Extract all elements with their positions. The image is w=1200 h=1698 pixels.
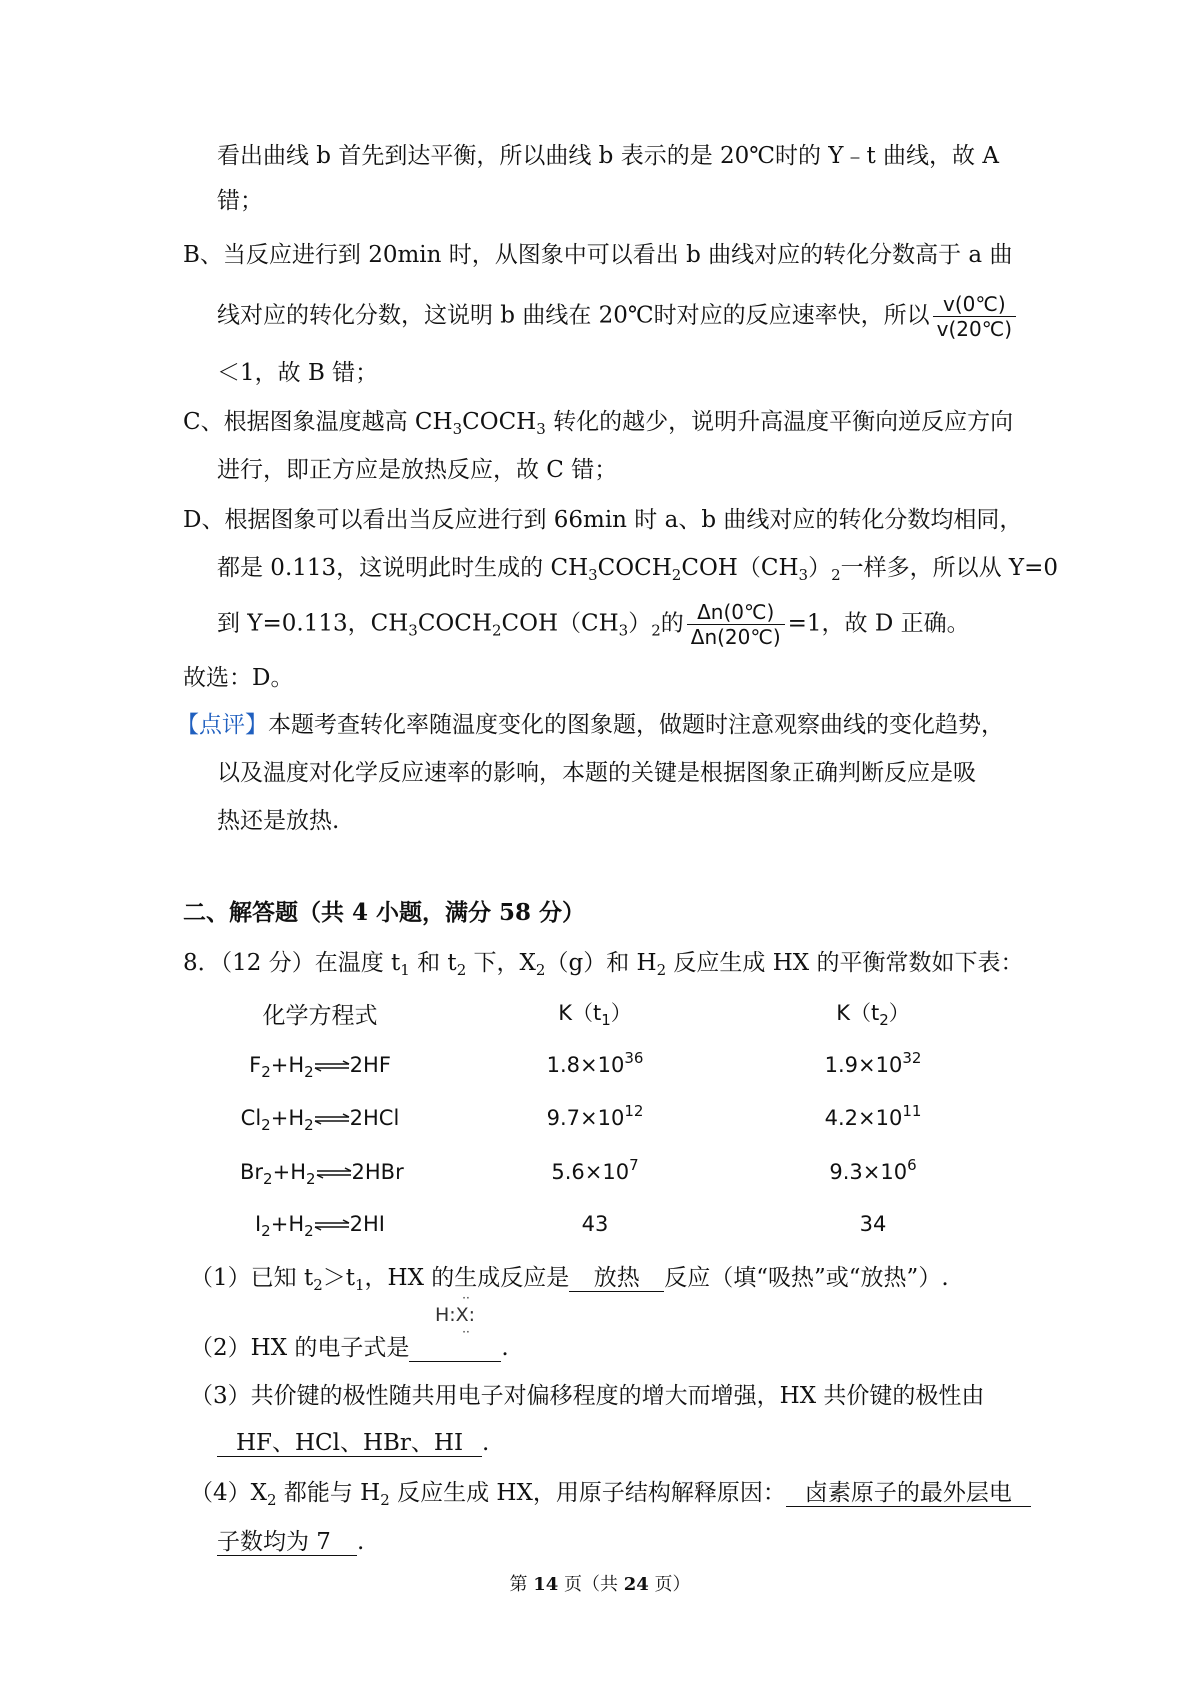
q8-part-4-text: 都能与 H: [276, 1480, 381, 1506]
halogen: Cl: [240, 1106, 262, 1130]
plus-h: +H: [272, 1160, 306, 1184]
para-c-text-c: 转化的越少，说明升高温度平衡向逆反应方向: [545, 409, 1014, 435]
para-b-text: 线对应的转化分数，这说明 b 曲线在 20℃时对应的反应速率快，所以: [217, 302, 930, 329]
review-line-3: 热还是放热.: [217, 808, 340, 834]
product: 2HCl: [349, 1106, 400, 1130]
plus-h: +H: [270, 1212, 305, 1236]
product: 2HI: [349, 1212, 386, 1236]
q8-part-4-line-2: [217, 1527, 364, 1557]
hx-lewis-structure: [420, 1293, 490, 1337]
lewis-dots-bottom: ··: [462, 1325, 470, 1339]
para-d-text: 的: [660, 610, 684, 637]
sub-2: 2: [267, 1491, 277, 1509]
para-a-line-2: 错；: [217, 188, 263, 214]
k-exponent: 6: [907, 1156, 917, 1174]
para-d-text: =1，故 D 正确。: [787, 610, 970, 637]
fraction-numerator: v(0℃): [933, 292, 1016, 317]
q8-part-4-line-1: [190, 1478, 1031, 1508]
equilibrium-arrow-icon: [314, 1060, 350, 1072]
table-row-cl-k1: [530, 1102, 660, 1130]
fraction-numerator: Δn(0℃): [687, 600, 785, 625]
table-row-f-k2: [808, 1049, 938, 1077]
table-row-f-k1: [530, 1049, 660, 1077]
table-row-f-equation: [240, 1053, 400, 1081]
table-row-cl-k2: [808, 1102, 938, 1130]
para-d-text: COH（CH: [501, 610, 619, 637]
sub-1: 1: [354, 1276, 365, 1294]
q8-part-3-text: .: [482, 1430, 490, 1456]
q8-part-2: [190, 1333, 509, 1363]
q8-text: 和 t: [409, 950, 457, 976]
answer-blank-1: 放热: [569, 1265, 664, 1292]
review-text: 本题考查转化率随温度变化的图象题，做题时注意观察曲线的变化趋势，: [268, 712, 1004, 738]
q8-part-2-text: （2）HX 的电子式是: [190, 1335, 410, 1361]
para-d-text: ）: [628, 610, 652, 637]
table-row-i-equation: [240, 1212, 400, 1240]
sub-1: 1: [400, 961, 410, 979]
lewis-dots-top: ··: [462, 1291, 470, 1305]
k-mantissa: 4.2×10: [824, 1106, 903, 1130]
table-row-br-k1: [530, 1156, 660, 1184]
sub-3: 3: [536, 420, 546, 438]
page-footer: [0, 1570, 1200, 1596]
header-close: ）: [610, 1001, 632, 1025]
review-line-2: 以及温度对化学反应速率的影响，本题的关键是根据图象正确判断反应是吸: [217, 760, 976, 786]
sub-3: 3: [618, 621, 629, 640]
para-d-text: COCH: [597, 555, 672, 581]
q8-text: 下，X: [466, 950, 536, 976]
para-c-text-a: C、根据图象温度越高 CH: [183, 409, 453, 435]
para-a-line-1: 看出曲线 b 首先到达平衡，所以曲线 b 表示的是 20℃时的 Y﹣t 曲线，故 A: [217, 143, 999, 169]
sub-1: 1: [601, 1011, 611, 1029]
k-exponent: 7: [629, 1156, 639, 1174]
q8-part-1-text: 反应（填“吸热”或“放热”）.: [664, 1265, 949, 1291]
fraction-denominator: v(20℃): [936, 317, 1013, 341]
product: 2HBr: [351, 1160, 404, 1184]
sub-3: 3: [452, 420, 463, 438]
k-mantissa: 1.9×10: [824, 1053, 903, 1077]
answer-blank-4a: 卤素原子的最外层电: [786, 1480, 1031, 1507]
sub-2: 2: [304, 1222, 314, 1240]
k-mantissa: 5.6×10: [551, 1160, 630, 1184]
sub-2: 2: [879, 1011, 889, 1029]
k-mantissa: 1.8×10: [546, 1053, 625, 1077]
sub-2: 2: [261, 1222, 271, 1240]
para-b-line-3: ＜1，故 B 错；: [217, 360, 379, 386]
q8-part-1-text: ，HX 的生成反应是: [364, 1265, 570, 1291]
review-tag: 【点评】: [176, 712, 268, 738]
sub-2: 2: [535, 961, 546, 979]
para-c-line-2: 进行，即正方应是放热反应，故 C 错；: [217, 457, 618, 483]
sub-3: 3: [588, 566, 598, 584]
halogen: F: [249, 1053, 262, 1077]
para-d-text: 都是 0.113，这说明此时生成的 CH: [217, 555, 589, 581]
table-row-i-k2: [808, 1212, 938, 1236]
equilibrium-arrow-icon: [314, 1219, 350, 1231]
k-value: 43: [581, 1212, 609, 1236]
footer-text: 页）: [648, 1574, 691, 1595]
para-b-line-1: B、当反应进行到 20min 时，从图象中可以看出 b 曲线对应的转化分数高于 a 曲: [183, 242, 1013, 268]
para-d-text: COCH: [417, 610, 492, 637]
sub-2: 2: [261, 1063, 271, 1081]
header-k-t2: [818, 997, 928, 1027]
q8-text: （g）和 H: [545, 950, 657, 976]
product: 2HF: [349, 1053, 391, 1077]
sub-2: 2: [263, 1170, 273, 1188]
k-exponent: 12: [624, 1102, 644, 1120]
page-number: 14: [533, 1574, 559, 1595]
header-k-t1: [540, 997, 650, 1027]
k-value: 34: [859, 1212, 887, 1236]
header-k-t1-text: K（t: [558, 1001, 602, 1025]
sub-2: 2: [491, 621, 502, 640]
q8-part-1-text: （1）已知 t: [190, 1265, 314, 1291]
table-row-i-k1: [530, 1212, 660, 1236]
page-total: 24: [623, 1574, 649, 1595]
sub-2: 2: [671, 566, 682, 584]
k-exponent: 11: [902, 1102, 922, 1120]
halogen: I: [254, 1212, 262, 1236]
sub-3: 3: [408, 621, 418, 640]
q8-part-3-line-2: [217, 1428, 489, 1458]
sub-2: 2: [656, 961, 667, 979]
table-row-br-k2: [808, 1156, 938, 1184]
sub-2: 2: [313, 1276, 323, 1294]
q8-part-1-text: ＞t: [322, 1265, 355, 1291]
q8-text: 反应生成 HX 的平衡常数如下表：: [666, 950, 1024, 976]
plus-h: +H: [270, 1053, 305, 1077]
header-close: ）: [888, 1001, 910, 1025]
q8-part-4-text: （4）X: [190, 1480, 268, 1506]
para-d-text: 一样多，所以从 Y=0: [840, 555, 1059, 581]
table-row-cl-equation: [240, 1106, 400, 1134]
sub-2: 2: [456, 961, 467, 979]
sub-2: 2: [304, 1116, 314, 1134]
table-row-br-equation: [240, 1160, 404, 1188]
para-c-text-b: COCH: [462, 409, 537, 435]
header-k-t2-text: K（t: [836, 1001, 880, 1025]
equilibrium-arrow-icon: [314, 1113, 350, 1125]
footer-text: 页（共: [558, 1574, 624, 1595]
equilibrium-arrow-icon: [316, 1167, 352, 1179]
q8-part-3-line-1: （3）共价键的极性随共用电子对偏移程度的增大而增强，HX 共价键的极性由: [190, 1383, 985, 1409]
footer-text: 第: [509, 1574, 534, 1595]
sub-2: 2: [305, 1170, 316, 1188]
k-mantissa: 9.3×10: [829, 1160, 908, 1184]
q8-text: 8．（12 分）在温度 t: [183, 950, 401, 976]
para-d-text: 到 Y=0.113，CH: [217, 610, 409, 637]
para-d-text: ）: [808, 555, 832, 581]
section-title: 二、解答题（共 4 小题，满分 58 分）: [183, 899, 586, 926]
para-d-text: COH（CH: [681, 555, 799, 581]
q8-part-4-text: 反应生成 HX，用原子结构解释原因：: [389, 1480, 786, 1506]
lewis-formula: H:X:: [434, 1304, 476, 1326]
k-mantissa: 9.7×10: [546, 1106, 625, 1130]
sub-2: 2: [831, 566, 841, 584]
k-exponent: 32: [902, 1049, 922, 1067]
answer-blank-4b: 子数均为 7: [217, 1529, 357, 1556]
fraction-denominator: Δn(20℃): [690, 625, 781, 649]
k-exponent: 36: [624, 1049, 644, 1067]
para-d-line-1: D、根据图象可以看出当反应进行到 66min 时 a、b 曲线对应的转化分数均相同，: [183, 507, 1023, 533]
q8-part-1: [190, 1263, 949, 1293]
sub-2: 2: [304, 1063, 314, 1081]
q8-part-2-text: .: [501, 1335, 509, 1361]
q8-part-4-text: .: [357, 1529, 365, 1555]
plus-h: +H: [270, 1106, 305, 1130]
answer-choice: 故选：D。: [183, 665, 294, 691]
sub-2: 2: [261, 1116, 271, 1134]
answer-blank-3: HF、HCl、HBr、HI: [217, 1430, 482, 1457]
sub-2: 2: [380, 1491, 390, 1509]
sub-2: 2: [651, 621, 661, 640]
answer-blank-2: [409, 1335, 501, 1362]
halogen: Br: [240, 1160, 264, 1184]
sub-3: 3: [798, 566, 809, 584]
header-equation: 化学方程式: [262, 1003, 378, 1029]
